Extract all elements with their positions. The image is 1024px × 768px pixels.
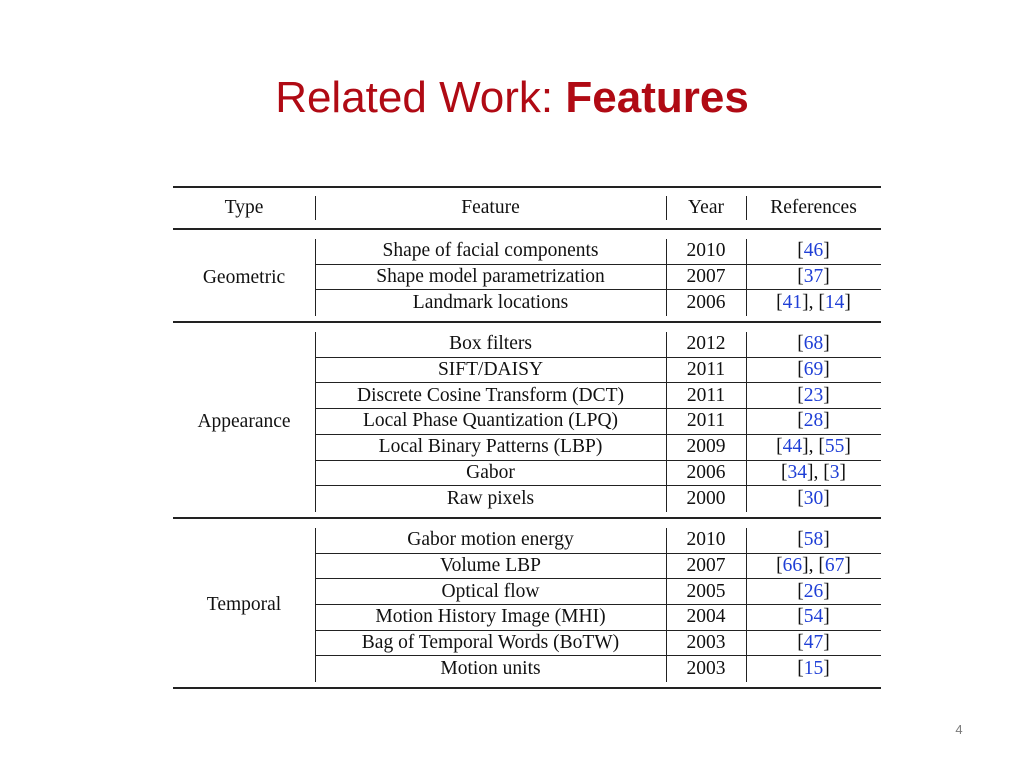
table-row [315, 332, 881, 358]
table-row [315, 631, 881, 657]
table-row [315, 290, 881, 316]
features-table [173, 186, 881, 689]
feature-cell: Local Phase Quantization (LPQ) [362, 410, 619, 432]
feature-cell: Optical flow [441, 580, 540, 602]
references-cell: [41], [14] [776, 292, 851, 314]
table-row [315, 605, 881, 631]
reference-link[interactable]: 58 [803, 529, 824, 551]
table-group [173, 230, 881, 321]
group-separator-rule [173, 687, 881, 689]
year-cell: 2003 [686, 658, 726, 680]
year-cell: 2012 [686, 333, 726, 355]
reference-link[interactable]: 14 [824, 292, 845, 314]
reference-link[interactable]: 44 [782, 436, 803, 458]
references-cell: [34], [3] [781, 461, 846, 483]
feature-cell: Discrete Cosine Transform (DCT) [356, 384, 624, 406]
column-divider [666, 332, 667, 512]
year-cell: 2011 [686, 359, 726, 381]
year-cell: 2000 [686, 488, 726, 510]
references-cell: [15] [797, 658, 830, 680]
table-row [315, 554, 881, 580]
reference-link[interactable]: 23 [803, 384, 824, 406]
references-cell: [28] [797, 410, 830, 432]
year-cell: 2010 [686, 529, 726, 551]
table-row [315, 239, 881, 265]
reference-link[interactable]: 28 [803, 410, 824, 432]
reference-link[interactable]: 47 [803, 631, 824, 653]
column-divider [315, 239, 316, 316]
references-cell: [69] [797, 359, 830, 381]
reference-link[interactable]: 41 [782, 292, 803, 314]
header-type: Type [224, 197, 264, 218]
column-divider [746, 528, 747, 682]
group-type-label: Geometric [202, 266, 286, 288]
reference-link[interactable]: 15 [803, 658, 824, 680]
feature-cell: Motion History Image (MHI) [375, 606, 606, 628]
feature-cell: Bag of Temporal Words (BoTW) [361, 631, 620, 653]
feature-cell: Local Binary Patterns (LBP) [378, 436, 603, 458]
feature-cell: Gabor [466, 461, 515, 483]
table-body [173, 230, 881, 689]
table-row [315, 358, 881, 384]
year-cell: 2006 [686, 461, 726, 483]
column-divider [746, 239, 747, 316]
references-cell: [68] [797, 333, 830, 355]
table-header-row [173, 188, 881, 228]
year-cell: 2006 [686, 292, 726, 314]
reference-link[interactable]: 34 [787, 461, 807, 483]
table-row [315, 528, 881, 554]
feature-cell: SIFT/DAISY [437, 359, 544, 381]
page-number: 4 [955, 722, 963, 737]
table-row [315, 435, 881, 461]
references-cell: [54] [797, 606, 830, 628]
reference-link[interactable]: 26 [803, 580, 824, 602]
slide-title [0, 70, 1024, 126]
year-cell: 2011 [686, 384, 726, 406]
feature-cell: Gabor motion energy [407, 529, 574, 551]
header-feature: Feature [461, 197, 520, 218]
year-cell: 2005 [686, 580, 726, 602]
header-divider [746, 196, 747, 220]
header-references: References [770, 197, 857, 218]
feature-cell: Raw pixels [446, 488, 535, 510]
reference-link[interactable]: 68 [803, 333, 824, 355]
year-cell: 2007 [686, 554, 726, 576]
table-row [315, 461, 881, 487]
column-divider [666, 239, 667, 316]
year-cell: 2010 [686, 240, 726, 262]
table-group [173, 323, 881, 517]
header-year: Year [688, 197, 724, 218]
references-cell: [37] [797, 266, 830, 288]
group-rows [315, 332, 881, 512]
references-cell: [58] [797, 529, 830, 551]
year-cell: 2003 [686, 631, 726, 653]
table-row [315, 656, 881, 682]
feature-cell: Shape of facial components [382, 240, 599, 262]
table-group [173, 519, 881, 687]
table-row [315, 579, 881, 605]
table-row [315, 486, 881, 512]
column-divider [666, 528, 667, 682]
title-plain: Related Work: [275, 73, 566, 122]
column-divider [315, 332, 316, 512]
references-cell: [66], [67] [776, 554, 851, 576]
group-type-label: Temporal [206, 593, 282, 615]
reference-link[interactable]: 46 [803, 240, 824, 262]
group-rows [315, 239, 881, 316]
table-row [315, 409, 881, 435]
reference-link[interactable]: 66 [782, 554, 803, 576]
year-cell: 2007 [686, 266, 726, 288]
table-row [315, 265, 881, 291]
references-cell: [30] [797, 488, 830, 510]
year-cell: 2004 [686, 606, 726, 628]
feature-cell: Landmark locations [412, 292, 569, 314]
references-cell: [47] [797, 631, 830, 653]
references-cell: [44], [55] [776, 436, 851, 458]
table-row [315, 383, 881, 409]
reference-link[interactable]: 3 [829, 461, 840, 483]
references-cell: [26] [797, 580, 830, 602]
reference-link[interactable]: 67 [824, 554, 845, 576]
title-bold: Features [565, 73, 749, 122]
feature-cell: Volume LBP [440, 554, 541, 576]
reference-link[interactable]: 30 [803, 488, 824, 510]
column-divider [746, 332, 747, 512]
references-cell: [23] [797, 384, 830, 406]
references-cell: [46] [797, 240, 830, 262]
year-cell: 2009 [686, 436, 726, 458]
group-type-label: Appearance [197, 410, 291, 432]
feature-cell: Box filters [449, 333, 532, 355]
feature-cell: Motion units [440, 658, 541, 680]
reference-link[interactable]: 69 [803, 359, 824, 381]
reference-link[interactable]: 37 [803, 266, 824, 288]
header-divider [315, 196, 316, 220]
year-cell: 2011 [686, 410, 726, 432]
feature-cell: Shape model parametrization [376, 266, 605, 288]
reference-link[interactable]: 55 [824, 436, 845, 458]
reference-link[interactable]: 54 [803, 606, 824, 628]
column-divider [315, 528, 316, 682]
group-rows [315, 528, 881, 682]
header-divider [666, 196, 667, 220]
